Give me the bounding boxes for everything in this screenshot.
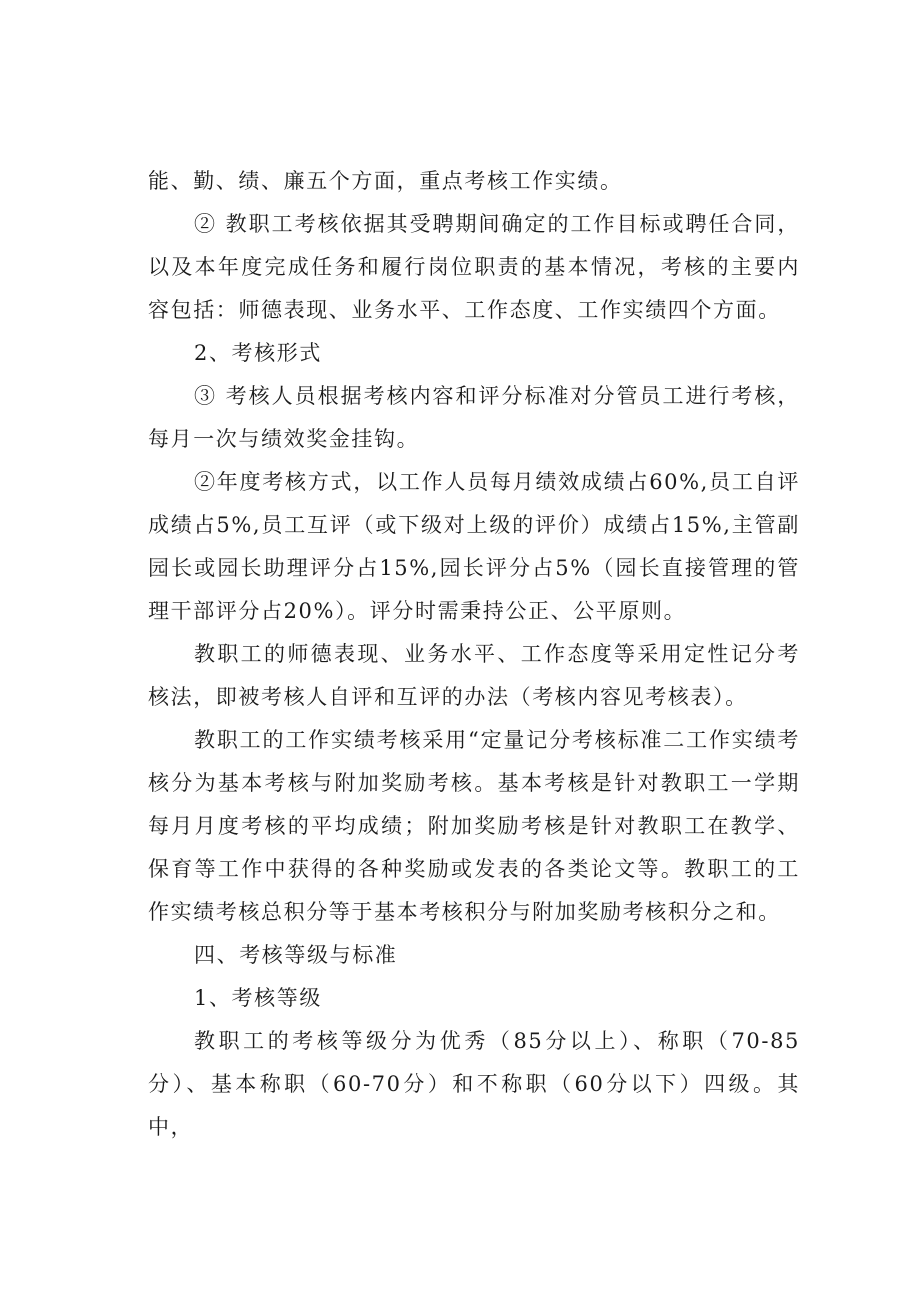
heading-grades-and-standards: 四、考核等级与标准: [194, 943, 398, 967]
paragraph-grade-levels: 教职工的考核等级分为优秀（85分以上）、称职（70-85分）、基本称职（60-70分）和不称职（60分以下）四级。其中，: [148, 1029, 800, 1139]
paragraph-assessment-basis: ② 教职工考核依据其受聘期间确定的工作目标或聘任合同，以及本年度完成任务和履行岗位职责的基本情况，考核的主要内容包括：师德表现、业务水平、工作态度、工作实绩四个方面。: [148, 212, 800, 322]
paragraph-annual-assessment: ②年度考核方式，以工作人员每月绩效成绩占60%,员工自评成绩占5%,员工互评（或下级对上级的评价）成绩占15%,主管副园长或园长助理评分占15%,园长评分占5%（园长直接管理的管理干部评分占20%）。评分时需秉持公正、公平原则。: [148, 470, 800, 623]
paragraph-quantitative-scoring: 教职工的工作实绩考核采用“定量记分考核标准二工作实绩考核分为基本考核与附加奖励考核。基本考核是针对教职工一学期每月月度考核的平均成绩；附加奖励考核是针对教职工在教学、保育等工作中获得的各种奖励或发表的各类论文等。教职工的工作实绩考核总积分等于基本考核积分与附加奖励考核积分之和。: [148, 728, 800, 924]
paragraph-qualitative-scoring: 教职工的师德表现、业务水平、工作态度等采用定性记分考核法，即被考核人自评和互评的办法（考核内容见考核表）。: [148, 642, 800, 709]
heading-assessment-grades: 1、考核等级: [194, 986, 322, 1010]
heading-assessment-form: 2、考核形式: [194, 341, 322, 365]
document-body: [148, 160, 800, 1149]
paragraph-monthly-assessment: ③ 考核人员根据考核内容和评分标准对分管员工进行考核，每月一次与绩效奖金挂钩。: [148, 384, 800, 451]
paragraph-continuation: 能、勤、绩、廉五个方面，重点考核工作实绩。: [148, 169, 623, 193]
